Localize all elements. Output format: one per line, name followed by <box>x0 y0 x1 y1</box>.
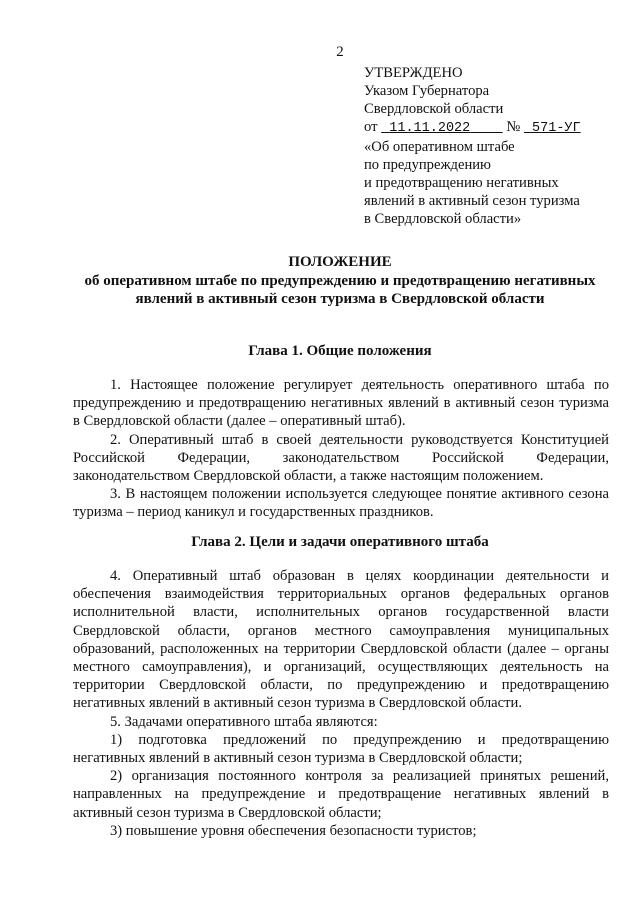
approval-block <box>364 64 581 228</box>
list-item: 2) организация постоянного контроля за реализацией принятых решений, направленных на предупреждение и предотвращение негативных явлений в активный сезон туризма в Свердловской области; <box>73 768 609 821</box>
decree-title-2: по предупреждению <box>364 157 491 173</box>
decree-date: 11.11.2022 <box>389 121 471 136</box>
document-title <box>60 253 620 308</box>
paragraph: 5. Задачами оперативного штаба являются: <box>110 713 378 730</box>
title-sub-2: явлений в активный сезон туризма в Свердловской области <box>135 291 545 307</box>
chapter-2-heading: Глава 2. Цели и задачи оперативного штаба <box>191 534 489 550</box>
approval-date-line <box>364 118 581 138</box>
list-item: 3) повышение уровня обеспечения безопасности туристов; <box>110 822 477 839</box>
decree-title-3: и предотвращению негативных <box>364 175 559 191</box>
decree-number: 571-УГ <box>532 121 581 136</box>
chapter-2-body <box>73 567 609 840</box>
title-main: ПОЛОЖЕНИЕ <box>288 254 392 270</box>
decree-title-5: в Свердловской области» <box>364 211 522 227</box>
approval-stamp: УТВЕРЖДЕНО <box>364 65 463 81</box>
paragraph: 3. В настоящем положении используется следующее понятие активного сезона туризма – период каникул и государственных праздников. <box>73 486 609 521</box>
page-number: 2 <box>336 44 344 60</box>
approval-decree: Указом Губернатора <box>364 83 490 99</box>
approval-region: Свердловской области <box>364 101 504 117</box>
decree-title-1: «Об оперативном штабе <box>364 139 515 155</box>
date-prefix: от <box>364 119 378 135</box>
number-prefix: № <box>506 119 521 135</box>
paragraph: 4. Оперативный штаб образован в целях координации деятельности и обеспечения взаимодействия территориальных органов федеральных органов исполнительной власти, исполнительных органов государственной власти Свердловской области, органов местного самоуправления муниципальных образований, расположенных на территории Свердловской области (далее – органы местного самоуправления), и организаций, осуществляющих деятельность на территории Свердловской области, по предупреждению и предотвращению негативных явлений в активный сезон туризма в Свердловской области. <box>73 568 609 712</box>
list-item: 1) подготовка предложений по предупреждению и предотвращению негативных явлений в активный сезон туризма в Свердловской области; <box>73 731 609 767</box>
title-sub-1: об оперативном штабе по предупреждению и предотвращению негативных <box>84 273 596 289</box>
chapter-1-body <box>73 376 609 522</box>
chapter-1-heading: Глава 1. Общие положения <box>248 343 432 359</box>
decree-title-4: явлений в активный сезон туризма <box>364 193 580 209</box>
paragraph: 1. Настоящее положение регулирует деятельность оперативного штаба по предупреждению и предотвращению негативных явлений в активный сезон туризма в Свердловской области (далее – оперативный штаб). <box>73 377 609 430</box>
paragraph: 2. Оперативный штаб в своей деятельности руководствуется Конституцией Российской Федерации, законодательством Российской Федерации, законодательством Свердловской области, а также настоящим положением. <box>73 431 609 485</box>
